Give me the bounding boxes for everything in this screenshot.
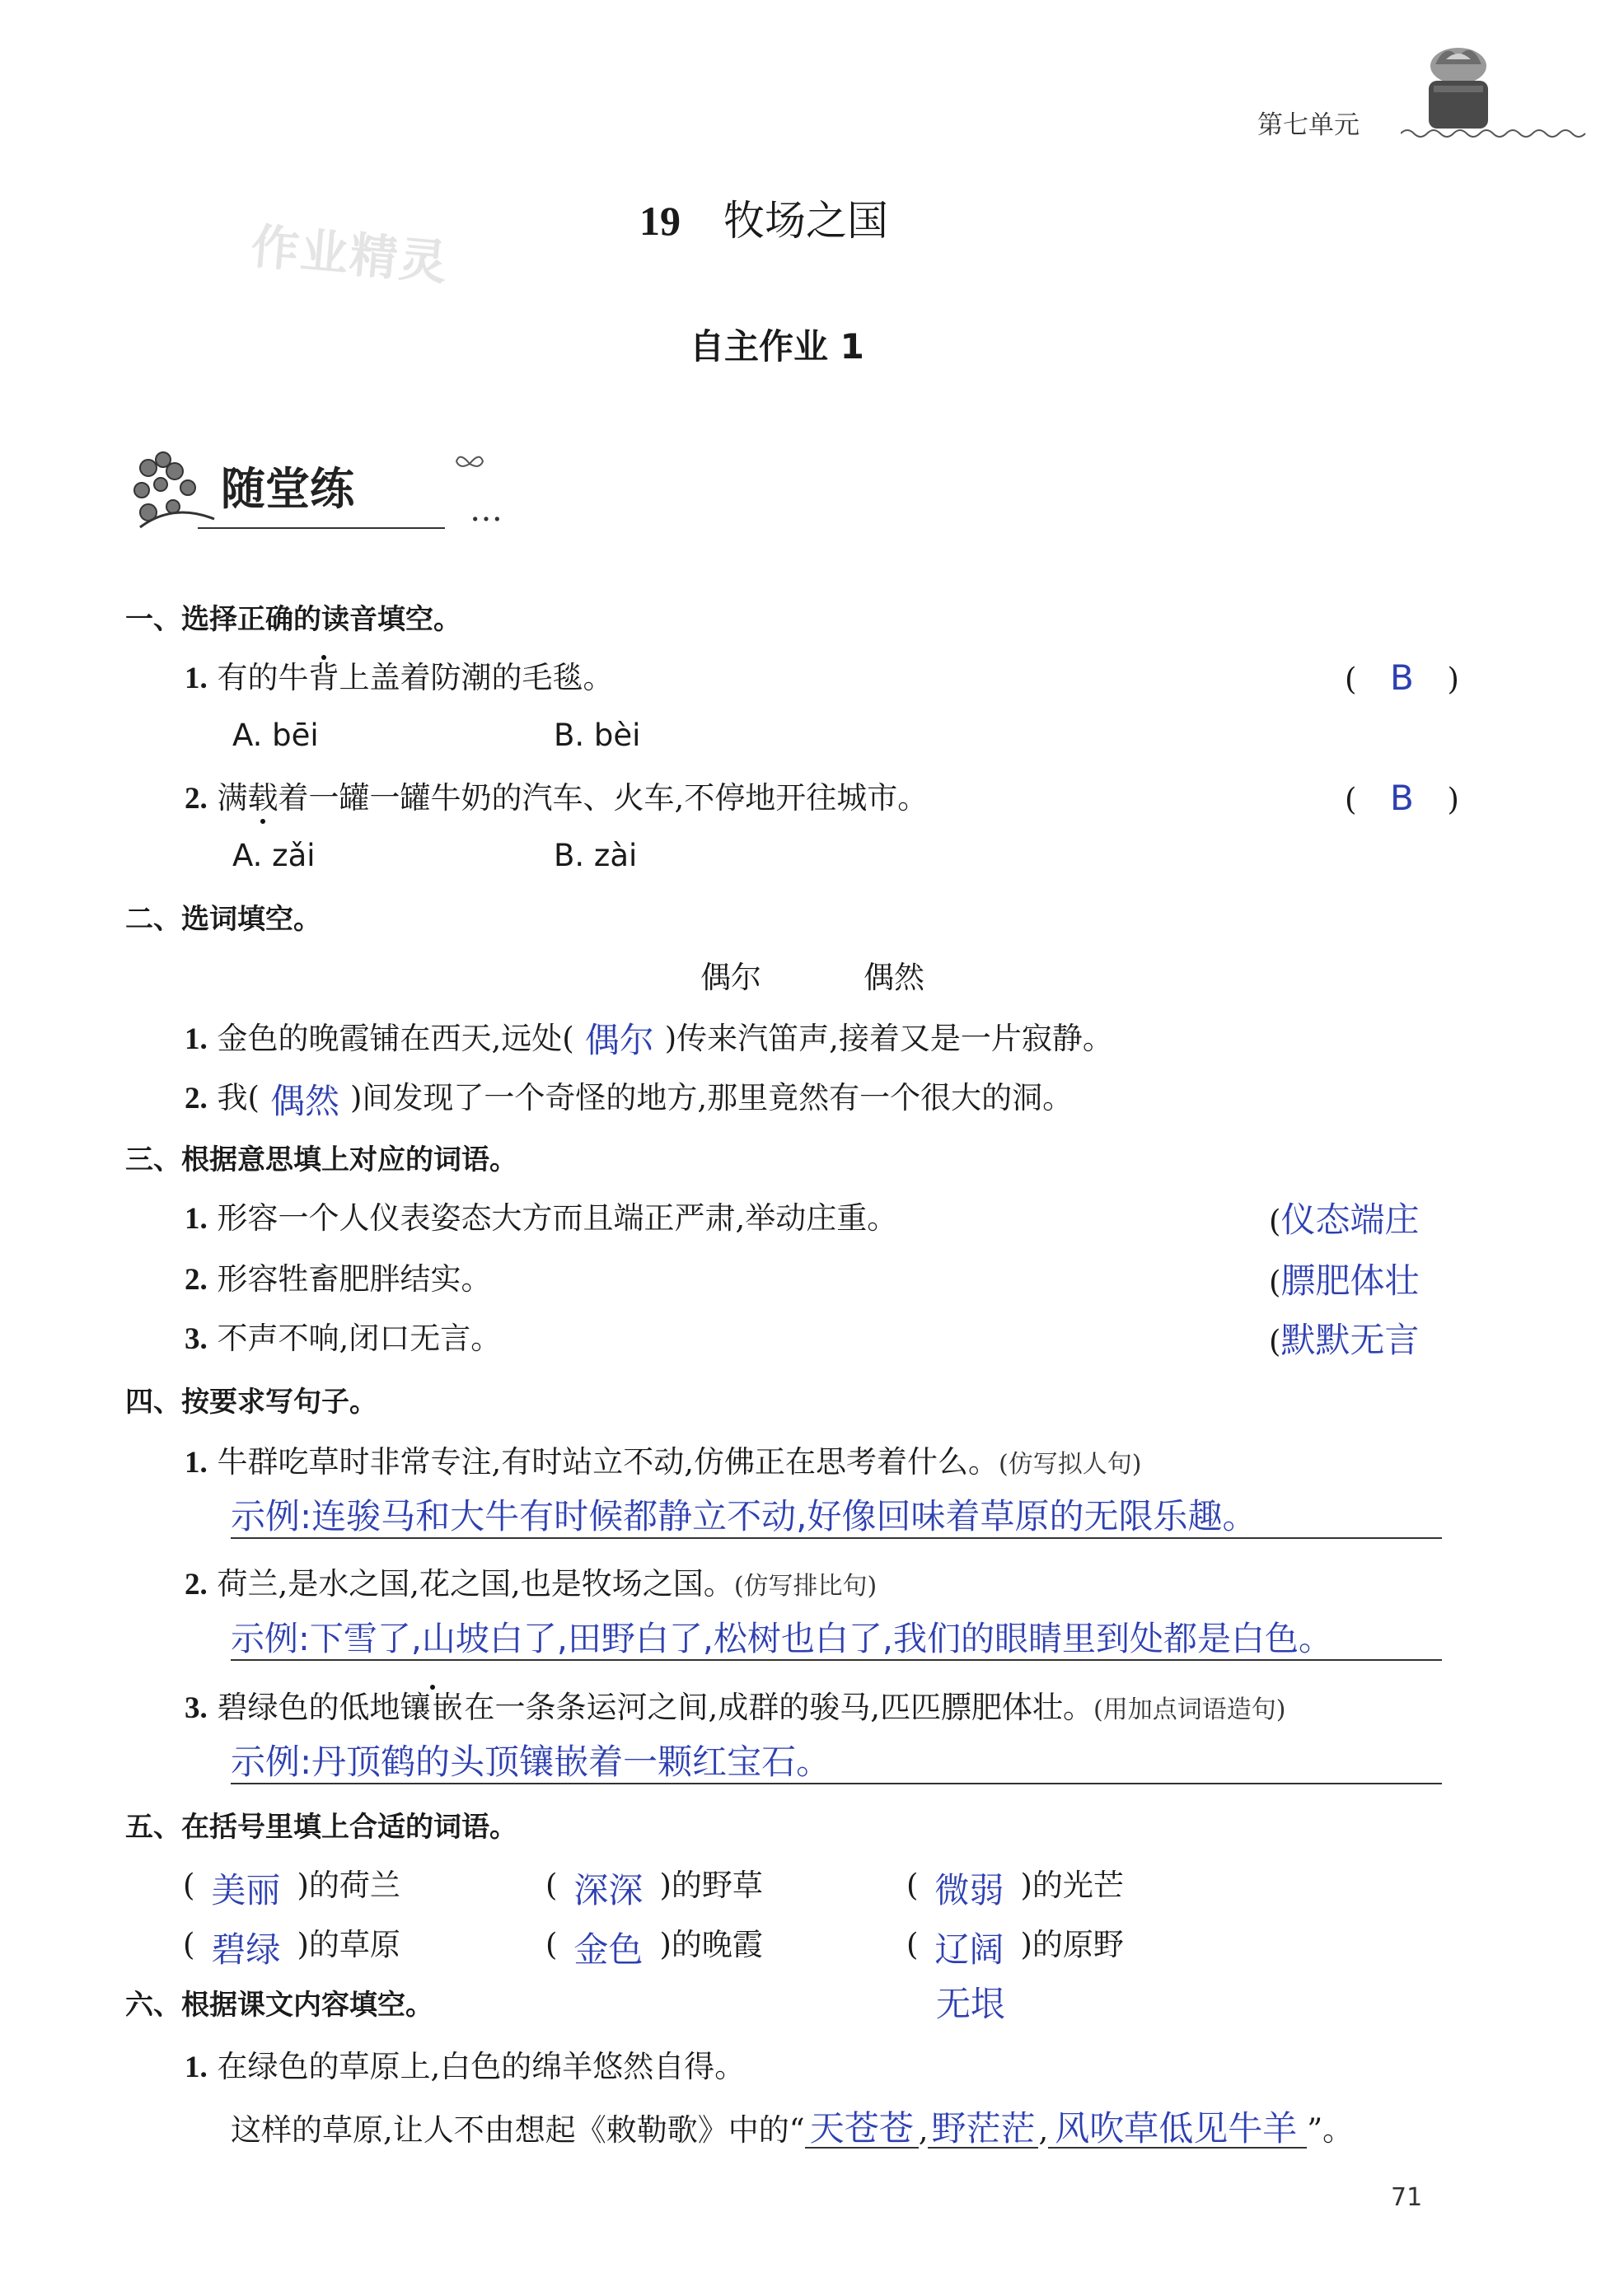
watermark-logo: 作业精灵: [249, 217, 452, 292]
s5-item-2: ( 深深 )的野草: [545, 1868, 763, 1910]
lesson-name: 牧场之国: [723, 197, 888, 245]
s1-q2-option-b: B. zài: [554, 838, 638, 873]
s1-q1-answer-box: ( B ): [1345, 657, 1459, 698]
section-4-heading: 四、按要求写句子。: [125, 1386, 377, 1419]
s2-word-option-1: 偶尔: [700, 960, 761, 995]
s2-question-2: 2. 我( 偶然 )间发现了一个奇怪的地方,那里竟然有一个很大的洞。: [185, 1080, 1074, 1121]
s3-question-2: 2. 形容牲畜肥胖结实。: [185, 1261, 492, 1297]
section-6-heading: 六、根据课文内容填空。: [125, 1989, 433, 2022]
banner-label: 随堂练: [221, 463, 354, 515]
s6-question-1: 1. 在绿色的草原上,白色的绵羊悠然自得。: [185, 2049, 746, 2084]
section-5-heading: 五、在括号里填上合适的词语。: [125, 1811, 517, 1844]
s4-q2-writing-line: [231, 1659, 1442, 1661]
s4-question-2: 2. 荷兰,是水之国,花之国,也是牧场之国。(仿写排比句): [185, 1566, 878, 1602]
s2-question-1: 1. 金色的晚霞铺在西天,远处( 偶尔 )传来汽笛声,接着又是一片寂静。: [185, 1020, 1113, 1060]
s4-question-1: 1. 牛群吃草时非常专注,有时站立不动,仿佛正在思考着什么。(仿写拟人句): [185, 1444, 1142, 1480]
s5-item-4: ( 碧绿 )的草原: [183, 1927, 400, 1970]
s5-item-6: ( 辽阔 )的原野: [906, 1927, 1124, 1970]
s5-item-1: ( 美丽 )的荷兰: [183, 1868, 400, 1910]
s4-question-3: 3. 碧绿色的低地镶嵌在一条条运河之间,成群的骏马,匹匹膘肥体壮。(用加点词语造句): [185, 1690, 1286, 1725]
s1-question-1: 1. 有的牛背上盖着防潮的毛毯。: [185, 660, 614, 695]
lesson-title: [639, 196, 888, 245]
s2-q1-answer: 偶尔: [584, 1020, 654, 1060]
s3-q2-answer-box: (膘肥体壮: [1269, 1260, 1420, 1301]
s6-blank-2: 野茫茫: [928, 2111, 1038, 2149]
s3-question-3: 3. 不声不响,闭口无言。: [185, 1321, 502, 1356]
dotted-word: 镶嵌: [400, 1690, 465, 1725]
s4-q2-answer: 示例:下雪了,山坡白了,田野白了,松树也白了,我们的眼睛里到处都是白色。: [231, 1619, 1332, 1658]
banner-underline: [198, 527, 445, 529]
practice-banner: [124, 445, 536, 535]
page-number: 71: [1391, 2183, 1423, 2212]
s5-extra-answer: 无垠: [936, 1984, 1006, 2024]
butterfly-icon: [453, 451, 486, 476]
s1-q1-answer: B: [1390, 657, 1414, 698]
s6-blank-1: 天苍苍: [805, 2111, 919, 2149]
s3-q1-answer-box: (仪态端庄: [1269, 1199, 1420, 1240]
s1-q2-option-a: A. zǎi: [232, 838, 316, 873]
s6-blank-3: 风吹草低见牛羊: [1048, 2111, 1307, 2149]
s4-q1-answer: 示例:连骏马和大牛有时候都静立不动,好像回味着草原的无限乐趣。: [231, 1496, 1442, 1539]
s3-q2-answer: 膘肥体壮: [1280, 1260, 1420, 1301]
s6-q1-line-2: 这样的草原,让人不由想起《敕勒歌》中的“ 天苍苍 ,野茫茫 , 风吹草低见牛羊 ”。: [231, 2108, 1354, 2149]
dotted-char: 载: [247, 780, 278, 816]
s2-q2-answer: 偶然: [269, 1081, 339, 1121]
lesson-number: 19: [639, 198, 681, 244]
s2-word-option-2: 偶然: [864, 960, 924, 995]
section-2-heading: 二、选词填空。: [125, 903, 321, 936]
s1-q1-option-a: A. bēi: [232, 718, 319, 753]
banner-dots: …: [470, 491, 503, 529]
s3-q3-answer: 默默无言: [1280, 1320, 1420, 1360]
s4-q3-answer: 示例:丹顶鹤的头顶镶嵌着一颗红宝石。: [231, 1742, 1442, 1784]
section-3-heading: 三、根据意思填上对应的词语。: [125, 1143, 517, 1176]
s3-question-1: 1. 形容一个人仪表姿态大方而且端正严肃,举动庄重。: [185, 1200, 898, 1236]
s1-question-2: 2. 满载着一罐一罐牛奶的汽车、火车,不停地开往城市。: [185, 780, 929, 816]
s1-q2-answer: B: [1390, 778, 1414, 818]
section-1-heading: 一、选择正确的读音填空。: [125, 603, 461, 636]
flower-icon: [124, 445, 222, 535]
s3-q3-answer-box: (默默无言: [1269, 1320, 1420, 1360]
s1-q2-answer-box: ( B ): [1345, 778, 1459, 818]
dotted-char: 背: [308, 660, 339, 695]
assignment-subtitle: 自主作业 1: [690, 326, 864, 367]
s5-item-5: ( 金色 )的晚霞: [545, 1927, 763, 1970]
unit-label: 第七单元: [1257, 110, 1360, 140]
header-plant-icon: [1417, 33, 1500, 132]
s3-q1-answer: 仪态端庄: [1280, 1199, 1420, 1240]
s5-item-3: ( 微弱 )的光芒: [906, 1868, 1124, 1910]
header-wave-line: [1401, 125, 1590, 142]
s1-q1-option-b: B. bèi: [554, 718, 641, 753]
